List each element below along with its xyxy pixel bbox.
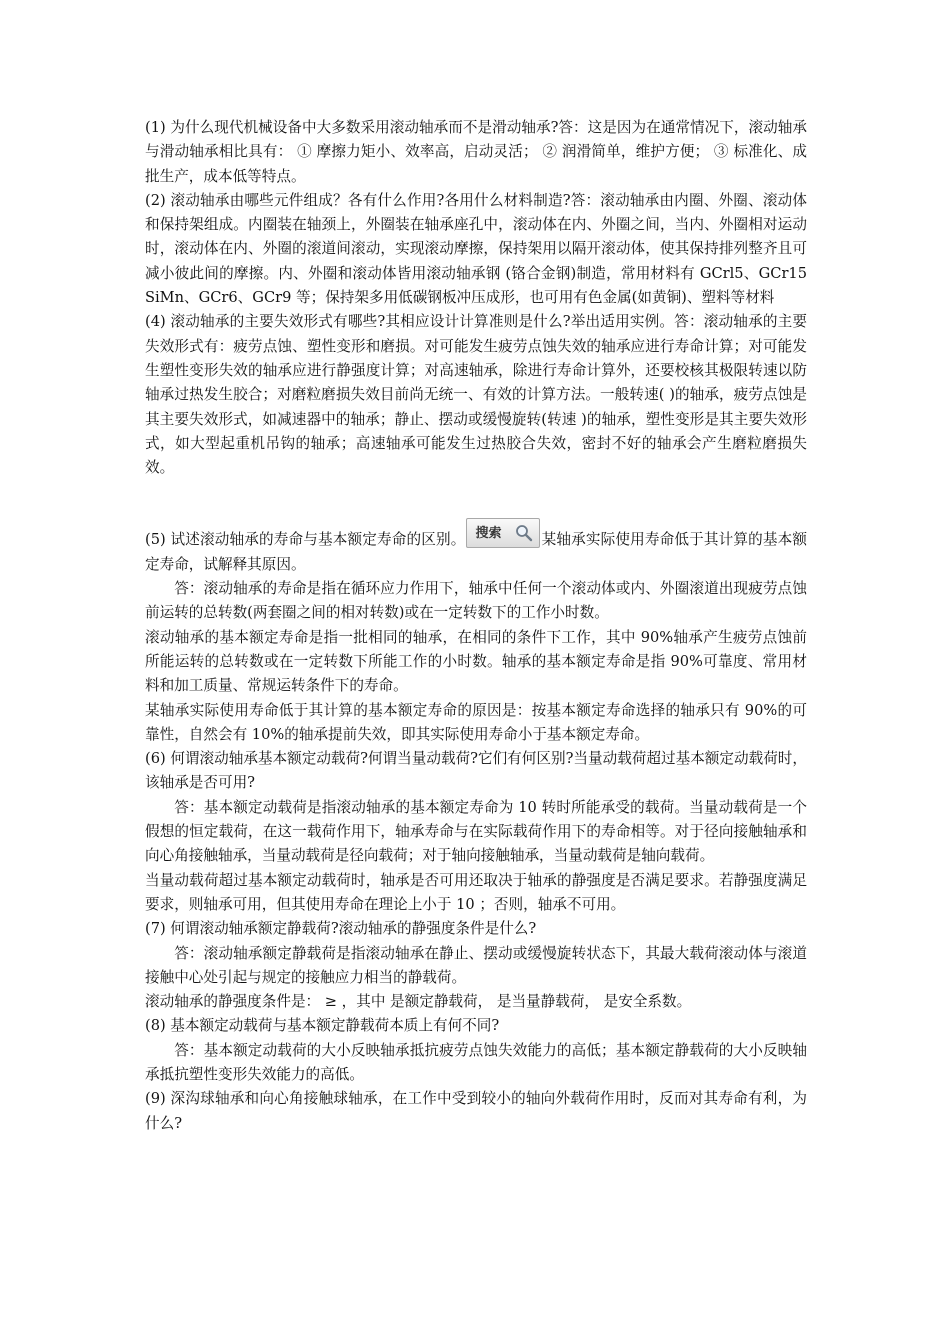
search-button-label: 搜索 — [475, 526, 502, 542]
question-6: (6) 何谓滚动轴承基本额定动载荷?何谓当量动载荷?它们有何区别?当量动载荷超过基本额定动载荷时，该轴承是否可用? — [145, 750, 807, 792]
document-body — [145, 116, 807, 1136]
answer-7-part-1: 答：滚动轴承额定静载荷是指滚动轴承在静止、摆动或缓慢旋转状态下，其最大载荷滚动体与滚道接触中心处引起与规定的接触应力相当的静载荷。 — [145, 944, 807, 986]
answer-5-part-1: 答：滚动轴承的寿命是指在循环应力作用下，轴承中任何一个滚动体或内、外圈滚道出现疲劳点蚀前运转的总转数(两套圈之间的相对转数)或在一定转数下的工作小时数。 — [145, 580, 807, 622]
answer-7-part-2: 滚动轴承的静强度条件是： ≥ ，其中 是额定静载荷， 是当量静载荷， 是安全系数。 — [145, 993, 692, 1011]
answer-6-part-1: 答：基本额定动载荷是指滚动轴承的基本额定寿命为 10 转时所能承受的载荷。当量动载荷是一个假想的恒定载荷，在这一载荷作用下，轴承寿命与在实际载荷作用下的寿命相等。对于径向接触轴承和向心角接触轴承，当量动载荷是径向载荷；对于轴向接触轴承，当量动载荷是轴向载荷。 — [145, 798, 807, 865]
question-2: (2) 滚动轴承由哪些元件组成？各有什么作用?各用什么材料制造?答：滚动轴承由内圈、外圈、滚动体和保持架组成。内圈装在轴颈上，外圈装在轴承座孔中，滚动体在内、外圈之间，当内、外圈相对运动时，滚动体在内、外圈的滚道间滚动，实现滚动摩擦，保持架用以隔开滚动体，使其保持排列整齐且可减小彼此间的摩擦。内、外圈和滚动体皆用滚动轴承钢 (铬合金钢)制造，常用材料有 GCrl5、GCr15SiMn、GCr6、GCr9 等；保持架多用低碳钢板冲压成形，也可用有色金属(如黄铜)、塑料等材料 — [145, 191, 807, 307]
answer-5-part-3: 某轴承实际使用寿命低于其计算的基本额定寿命的原因是：按基本额定寿命选择的轴承只有 90%的可靠性，自然会有 10%的轴承提前失效，即其实际使用寿命小于基本额定寿命。 — [145, 701, 807, 743]
answer-6-part-2: 当量动载荷超过基本额定动载荷时，轴承是否可用还取决于轴承的静强度是否满足要求。若静强度满足要求，则轴承可用，但其使用寿命在理论上小于 10 ；否则，轴承不可用。 — [145, 871, 807, 913]
question-1: (1) 为什么现代机械设备中大多数采用滚动轴承而不是滑动轴承?答：这是因为在通常情况下，滚动轴承与滑动轴承相比具有： ① 摩擦力矩小、效率高，启动灵活； ② 润滑简单，维护方便； ③ 标准化、成批生产，成本低等特点。 — [145, 119, 807, 185]
question-9: (9) 深沟球轴承和向心角接触球轴承，在工作中受到较小的轴向外载荷作用时，反而对其寿命有利，为什么? — [145, 1090, 807, 1132]
question-7: (7) 何谓滚动轴承额定静载荷?滚动轴承的静强度条件是什么? — [145, 920, 537, 938]
paragraph-gap — [145, 480, 807, 518]
answer-5-part-2: 滚动轴承的基本额定寿命是指一批相同的轴承，在相同的条件下工作，其中 90%轴承产生疲劳点蚀前所能运转的总转数或在一定转数下所能工作的小时数。轴承的基本额定寿命是指 90%可靠度、常用材料和加工质量、常规运转条件下的寿命。 — [145, 628, 807, 695]
search-button[interactable] — [466, 518, 540, 548]
question-4: (4) 滚动轴承的主要失效形式有哪些?其相应设计计算准则是什么?举出适用实例。答：滚动轴承的主要失效形式有：疲劳点蚀、塑性变形和磨损。对可能发生疲劳点蚀失效的轴承应进行寿命计算；对可能发生塑性变形失效的轴承应进行静强度计算；对高速轴承，除进行寿命计算外，还要校核其极限转速以防轴承过热发生胶合；对磨粒磨损失效目前尚无统一、有效的计算方法。一般转速( )的轴承，疲劳点蚀是其主要失效形式，如减速器中的轴承；静止、摆动或缓慢旋转(转速 )的轴承，塑性变形是其主要失效形式，如大型起重机吊钩的轴承；高速轴承可能发生过热胶合失效，密封不好的轴承会产生磨粒磨损失效。 — [145, 313, 807, 477]
answer-8: 答：基本额定动载荷的大小反映轴承抵抗疲劳点蚀失效能力的高低；基本额定静载荷的大小反映轴承抵抗塑性变形失效能力的高低。 — [145, 1041, 807, 1083]
magnifier-icon — [515, 524, 533, 542]
question-5-text-cont: 某轴承实际使用寿命低于其计算的基本额定寿命，试解释其原因。 — [145, 531, 807, 573]
question-5 — [145, 518, 807, 577]
question-8: (8) 基本额定动载荷与基本额定静载荷本质上有何不同? — [145, 1017, 500, 1035]
question-5-text: (5) 试述滚动轴承的寿命与基本额定寿命的区别。 — [145, 531, 466, 549]
